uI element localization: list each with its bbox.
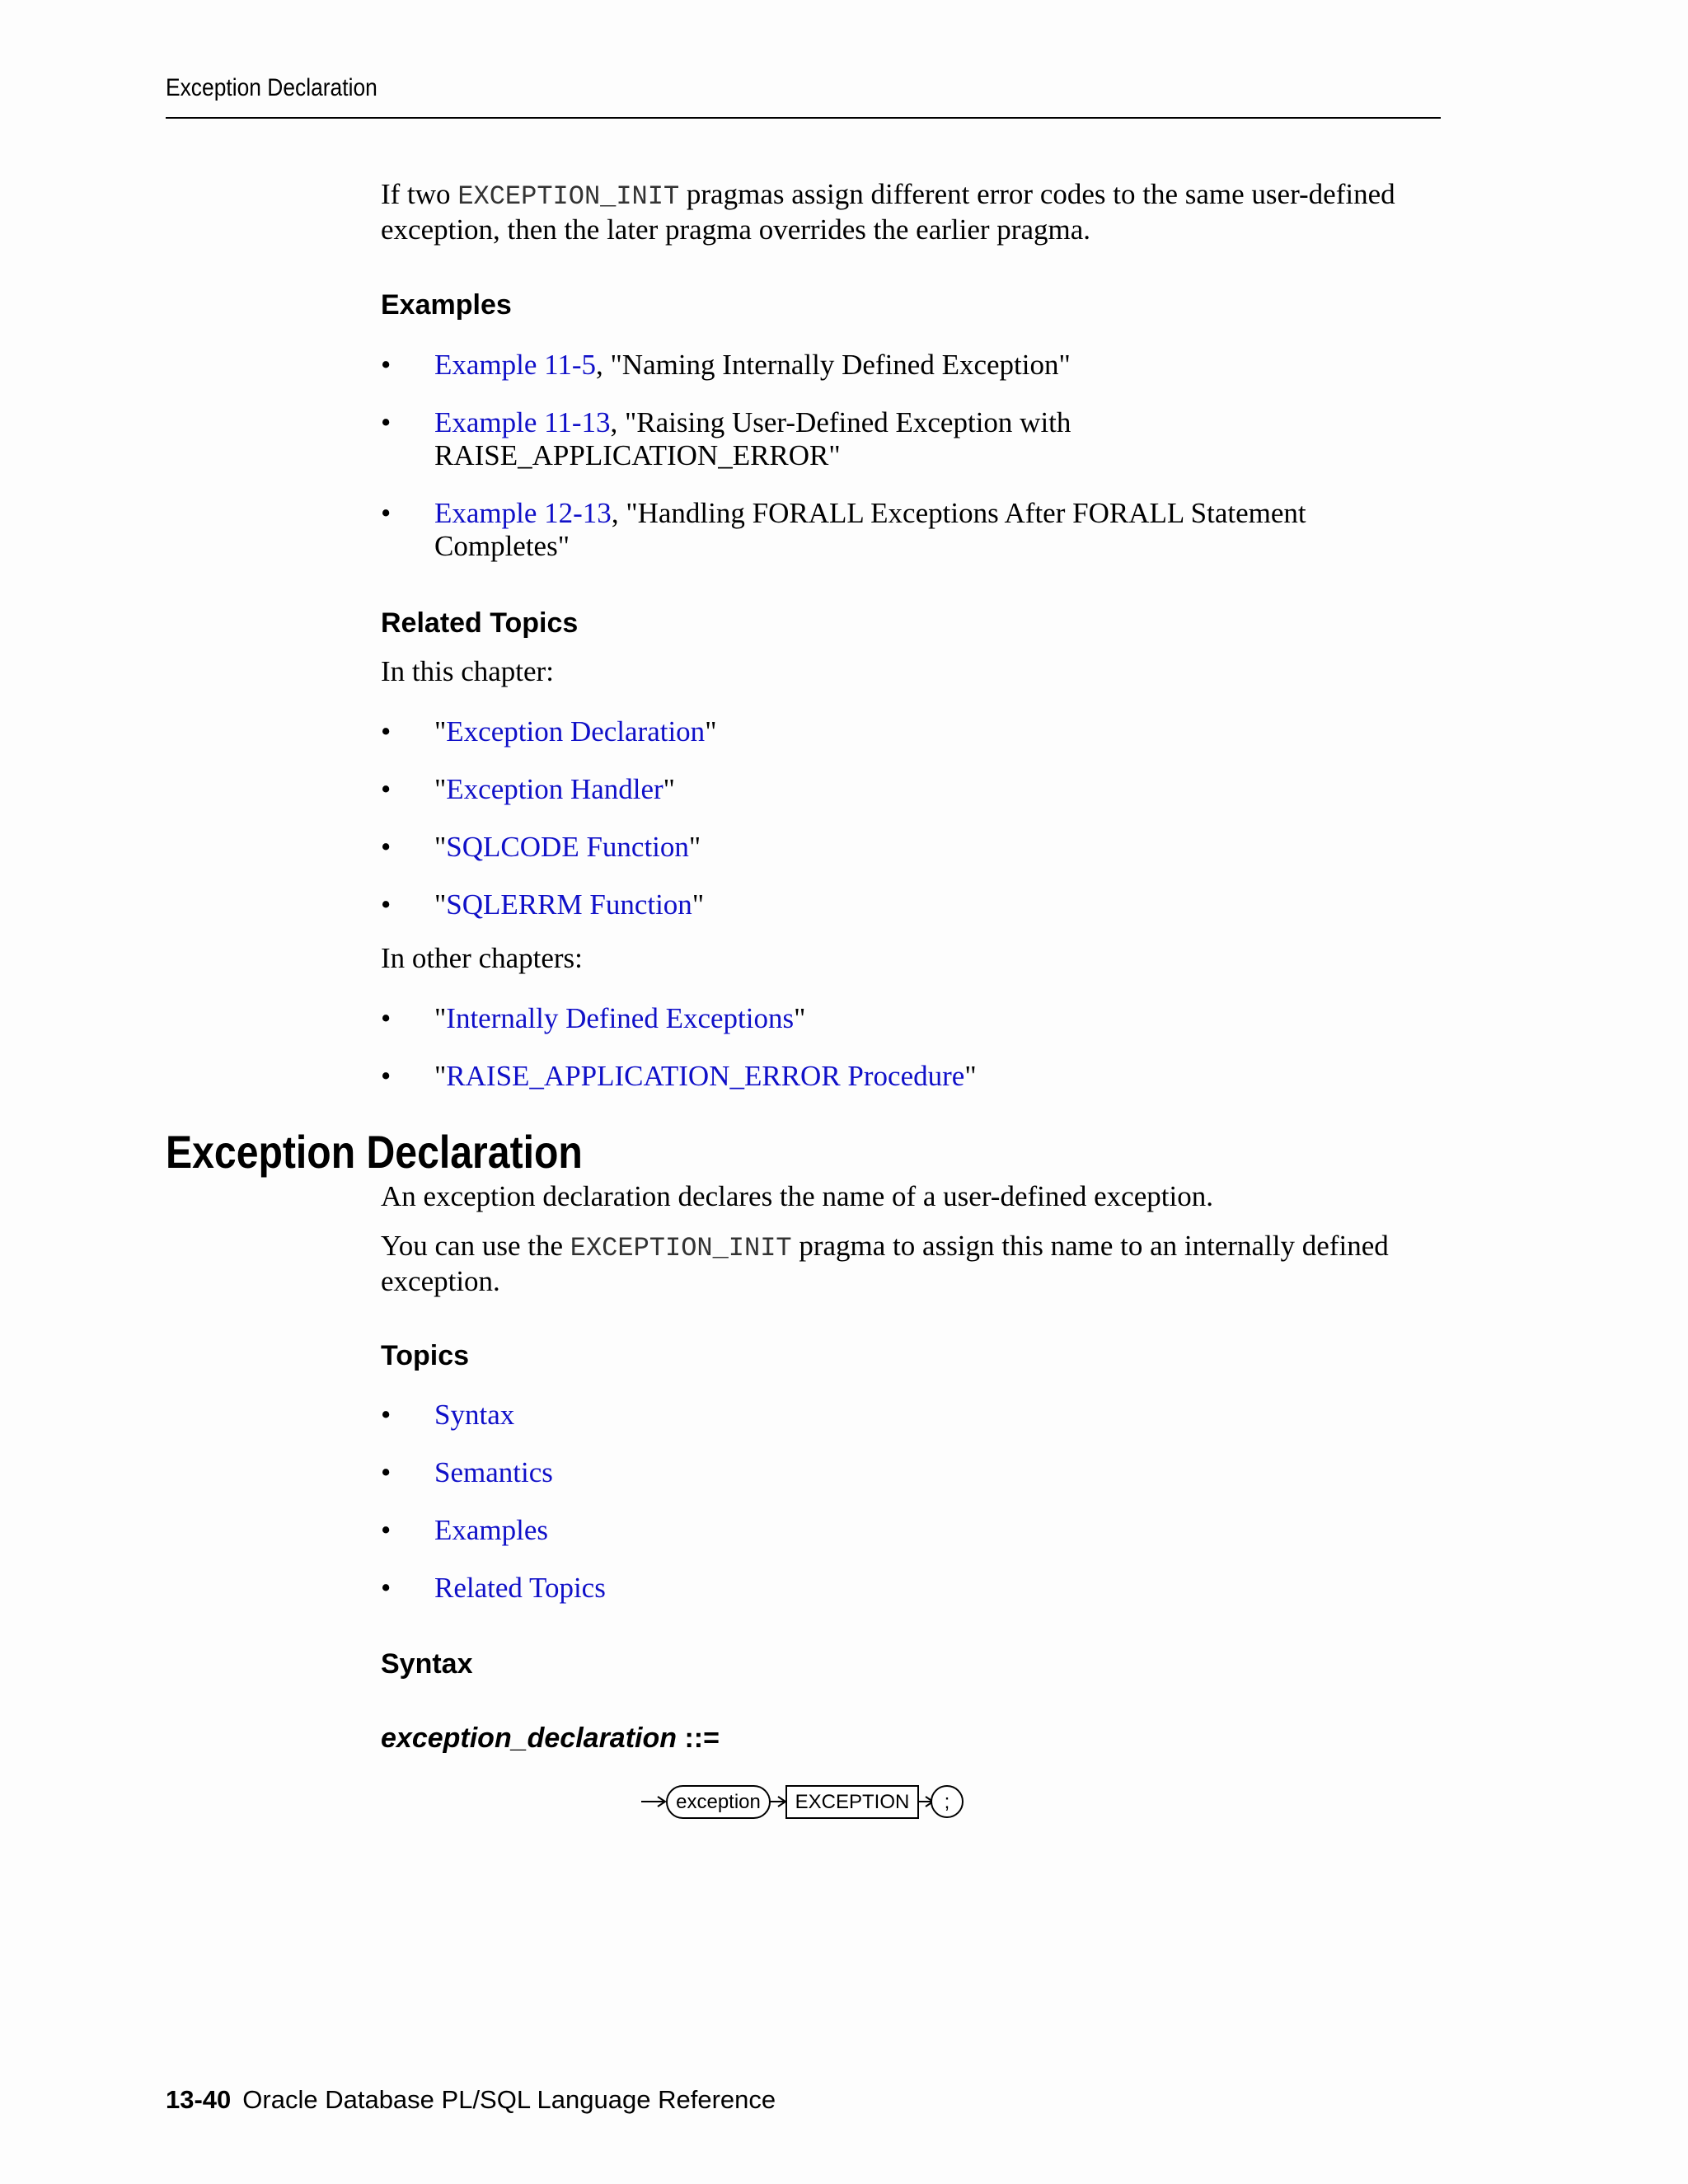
related-link[interactable]: RAISE_APPLICATION_ERROR Procedure [446, 1060, 965, 1092]
bullet-icon: • [381, 349, 392, 381]
code-exception-init: EXCEPTION_INIT [457, 181, 680, 212]
topic-link[interactable]: Examples [434, 1514, 549, 1546]
header-rule [166, 117, 1441, 119]
section-title: Exception Declaration [166, 1126, 583, 1178]
diagram-node-semicolon-label: ; [944, 1791, 950, 1813]
syntax-diagram [635, 1776, 973, 1825]
list-item [381, 1572, 1403, 1605]
bullet-icon: • [381, 1572, 392, 1604]
topic-link[interactable]: Syntax [434, 1399, 515, 1431]
list-item: • Example 12-13, "Handling FORALL Exceptions After FORALL Statement Completes" [381, 497, 1306, 562]
page-footer [166, 2085, 776, 2115]
related-link[interactable]: Internally Defined Exceptions [446, 1002, 795, 1034]
intro-paragraph: If two EXCEPTION_INIT pragmas assign different error codes to the same user-defined exception, then the later pragma overrides the earlier pragma. [381, 178, 1395, 246]
this-chapter-label: In this chapter: [381, 655, 554, 687]
list-item: • Example 11-5, "Naming Internally Defined Exception" [381, 349, 1071, 381]
running-header: Exception Declaration [166, 74, 377, 101]
bullet-icon: • [381, 1514, 392, 1546]
list-item: • "Exception Handler" [381, 773, 675, 805]
list-item: • "Exception Declaration" [381, 715, 717, 748]
topic-link[interactable]: Related Topics [434, 1572, 606, 1604]
topics-list [381, 1399, 1403, 1605]
list-item: • "SQLERRM Function" [381, 888, 705, 921]
example-link[interactable]: Example 12-13 [434, 497, 612, 529]
related-topics-heading: Related Topics [381, 607, 579, 639]
topics-heading: Topics [381, 1340, 470, 1371]
related-link[interactable]: SQLCODE Function [446, 831, 689, 863]
topic-link[interactable]: Semantics [434, 1456, 553, 1488]
book-title: Oracle Database PL/SQL Language Reference [242, 2085, 776, 2114]
related-link[interactable]: SQLERRM Function [446, 888, 692, 921]
bullet-icon: • [381, 715, 392, 748]
list-item [381, 1514, 1403, 1547]
bullet-icon: • [381, 1002, 392, 1034]
this-chapter-list [381, 715, 1403, 921]
bullet-icon: • [381, 831, 392, 863]
list-item [381, 1456, 1403, 1489]
other-chapters-label: In other chapters: [381, 942, 583, 974]
list-item [381, 1399, 1403, 1432]
bullet-icon: • [381, 1456, 392, 1488]
section-para-2: You can use the EXCEPTION_INIT pragma to assign this name to an internally defined exception. [381, 1230, 1389, 1297]
bullet-icon: • [381, 1399, 392, 1431]
bullet-icon: • [381, 497, 392, 529]
example-link[interactable]: Example 11-5 [434, 349, 597, 381]
section-para-1: An exception declaration declares the name of a user-defined exception. [381, 1180, 1213, 1212]
examples-list [381, 349, 1403, 563]
related-link[interactable]: Exception Declaration [446, 715, 706, 748]
grammar-label: exception_declaration ::= [381, 1722, 720, 1754]
examples-heading: Examples [381, 289, 512, 321]
bullet-icon: • [381, 406, 392, 438]
bullet-icon: • [381, 888, 392, 921]
syntax-heading: Syntax [381, 1648, 473, 1680]
other-chapters-list [381, 1002, 1403, 1093]
code-exception-init: EXCEPTION_INIT [570, 1233, 792, 1263]
list-item: • "RAISE_APPLICATION_ERROR Procedure" [381, 1060, 977, 1092]
bullet-icon: • [381, 773, 392, 805]
list-item: • Example 11-13, "Raising User-Defined Exception with RAISE_APPLICATION_ERROR" [381, 406, 1071, 471]
list-item: • "SQLCODE Function" [381, 831, 701, 863]
intro-block [381, 178, 1403, 246]
list-item: • "Internally Defined Exceptions" [381, 1002, 806, 1034]
related-link[interactable]: Exception Handler [446, 773, 663, 805]
bullet-icon: • [381, 1060, 392, 1092]
example-link[interactable]: Example 11-13 [434, 406, 611, 438]
page-number: 13-40 [166, 2085, 232, 2114]
diagram-node-exception-label: exception [676, 1791, 761, 1813]
diagram-node-keyword-label: EXCEPTION [795, 1791, 910, 1813]
